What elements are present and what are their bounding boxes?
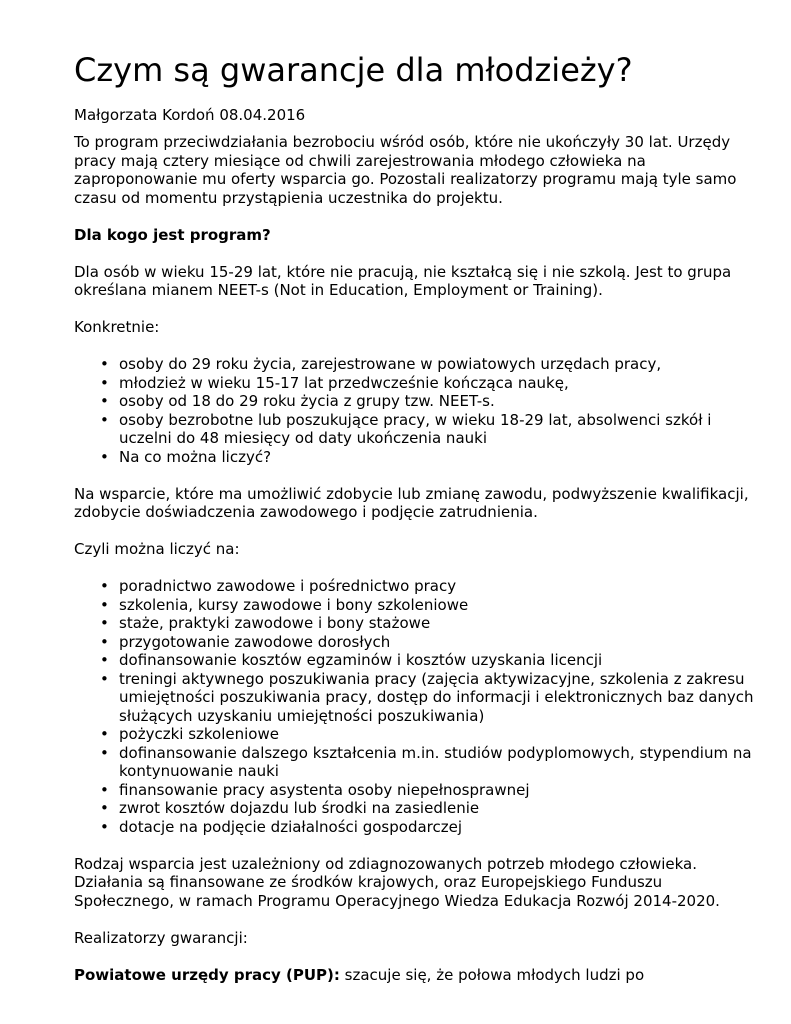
- page-title: Czym są gwarancje dla młodzieży?: [74, 51, 633, 89]
- target-paragraph: Dla osób w wieku 15-29 lat, które nie pracują, nie kształcą się i nie szkolą. Jest to grupa określana mianem NEET-s (Not in Education, Employment or Training).: [74, 262, 732, 299]
- document-page: [74, 48, 764, 1003]
- pup-label: Powiatowe urzędy pracy (PUP):: [74, 965, 340, 984]
- section-heading: Dla kogo jest program?: [74, 225, 271, 244]
- intro-paragraph: To program przeciwdziałania bezrobociu wśród osób, które nie ukończyły 30 lat. Urzędy pracy mają cztery miesiące od chwili zarejestrowania młodego człowieka na zaproponowanie mu oferty wsparcia go. Pozostali realizatorzy programu mają tyle samo czasu od momentu przystąpienia uczestnika do projektu.: [74, 133, 737, 207]
- support-list: [74, 577, 764, 836]
- list-item: • osoby bezrobotne lub poszukujące pracy, w wieku 18-29 lat, absolwenci szkół i uczelni do 48 miesięcy od daty ukończenia nauki: [119, 411, 764, 448]
- concretely-label: Konkretnie:: [74, 318, 160, 336]
- list-item: • szkolenia, kursy zawodowe i bony szkoleniowe: [119, 596, 764, 615]
- count-on-label: Czyli można liczyć na:: [74, 540, 240, 558]
- list-item: • osoby do 29 roku życia, zarejestrowane w powiatowych urzędach pracy,: [119, 355, 764, 374]
- list-item: • Na co można liczyć?: [119, 448, 764, 467]
- list-item: • staże, praktyki zawodowe i bony stażowe: [119, 614, 764, 633]
- list-item: • osoby od 18 do 29 roku życia z grupy tzw. NEET-s.: [119, 392, 764, 411]
- pup-paragraph: [74, 966, 764, 985]
- pup-text: szacuje się, że połowa młodych ludzi po: [339, 965, 645, 984]
- list-item: • dofinansowanie kosztów egzaminów i kosztów uzyskania licencji: [119, 651, 764, 670]
- author-date: Małgorzata Kordoń 08.04.2016: [74, 106, 306, 124]
- list-item: • dotacje na podjęcie działalności gospodarczej: [119, 818, 764, 837]
- list-item: • zwrot kosztów dojazdu lub środki na zasiedlenie: [119, 799, 764, 818]
- support-paragraph: Na wsparcie, które ma umożliwić zdobycie lub zmianę zawodu, podwyższenie kwalifikacji, zdobycie doświadczenia zawodowego i podjęcie zatrudnienia.: [74, 484, 749, 521]
- who-list: [74, 355, 764, 466]
- list-item: • pożyczki szkoleniowe: [119, 725, 764, 744]
- list-item: • finansowanie pracy asystenta osoby niepełnosprawnej: [119, 781, 764, 800]
- funding-paragraph: Rodzaj wsparcia jest uzależniony od zdiagnozowanych potrzeb młodego człowieka. Działania są finansowane ze środków krajowych, oraz Europejskiego Funduszu Społecznego, w ramach Programu Operacyjnego Wiedza Edukacja Rozwój 2014-2020.: [74, 854, 720, 910]
- list-item: • przygotowanie zawodowe dorosłych: [119, 633, 764, 652]
- list-item: • poradnictwo zawodowe i pośrednictwo pracy: [119, 577, 764, 596]
- implementers-label: Realizatorzy gwarancji:: [74, 928, 248, 947]
- list-item: • dofinansowanie dalszego kształcenia m.in. studiów podyplomowych, stypendium na kontynuowanie nauki: [119, 744, 764, 781]
- list-item: • młodzież w wieku 15-17 lat przedwcześnie kończąca naukę,: [119, 374, 764, 393]
- list-item: • treningi aktywnego poszukiwania pracy (zajęcia aktywizacyjne, szkolenia z zakresu umiejętności poszukiwania pracy, dostęp do informacji i elektronicznych baz danych służących uzyskaniu umiejętności poszukiwania): [119, 670, 764, 726]
